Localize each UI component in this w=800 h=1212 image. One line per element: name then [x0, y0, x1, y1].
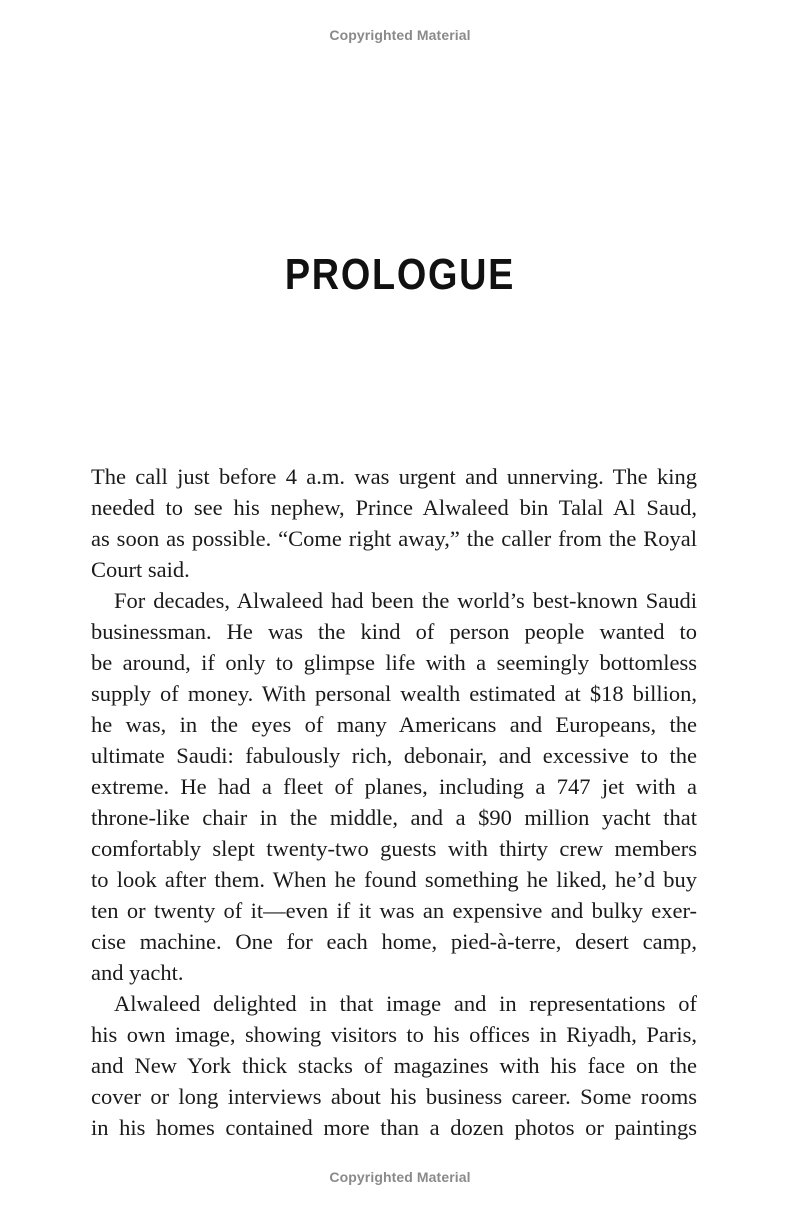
text-line: ten or twenty of it—even if it was an expensive and bulky exer- — [91, 898, 697, 923]
paragraph-3 — [91, 988, 697, 1143]
text-line: cise machine. One for each home, pied-à-terre, desert camp, — [91, 929, 697, 954]
text-line: and yacht. — [91, 960, 184, 985]
text-line: extreme. He had a fleet of planes, including a 747 jet with a — [91, 774, 697, 799]
paragraph-1 — [91, 461, 697, 585]
text-line: be around, if only to glimpse life with a seemingly bottomless — [91, 650, 697, 675]
text-line: supply of money. With personal wealth estimated at $18 billion, — [91, 681, 697, 706]
text-line: his own image, showing visitors to his offices in Riyadh, Paris, — [91, 1022, 697, 1047]
text-line: throne-like chair in the middle, and a $90 million yacht that — [91, 805, 697, 830]
text-line: in his homes contained more than a dozen photos or paintings — [91, 1115, 697, 1140]
text-line: cover or long interviews about his business career. Some rooms — [91, 1084, 697, 1109]
chapter-title: PROLOGUE — [284, 250, 516, 299]
text-line: to look after them. When he found something he liked, he’d buy — [91, 867, 697, 892]
body-text — [91, 461, 697, 1143]
text-line: For decades, Alwaleed had been the world’s best-known Saudi — [114, 588, 697, 613]
text-line: Alwaleed delighted in that image and in representations of — [114, 991, 697, 1016]
text-line: needed to see his nephew, Prince Alwaleed bin Talal Al Saud, — [91, 495, 697, 520]
copyright-watermark-top: Copyrighted Material — [329, 27, 471, 43]
text-line: comfortably slept twenty-two guests with thirty crew members — [91, 836, 697, 861]
text-line: Court said. — [91, 557, 190, 582]
copyright-watermark-bottom: Copyrighted Material — [329, 1169, 471, 1185]
text-line: he was, in the eyes of many Americans and Europeans, the — [91, 712, 697, 737]
text-line: businessman. He was the kind of person people wanted to — [91, 619, 697, 644]
text-line: and New York thick stacks of magazines with his face on the — [91, 1053, 697, 1078]
text-line: The call just before 4 a.m. was urgent and unnerving. The king — [91, 464, 697, 489]
paragraph-2 — [91, 585, 697, 988]
text-line: as soon as possible. “Come right away,” the caller from the Royal — [91, 526, 697, 551]
text-line: ultimate Saudi: fabulously rich, debonair, and excessive to the — [91, 743, 697, 768]
